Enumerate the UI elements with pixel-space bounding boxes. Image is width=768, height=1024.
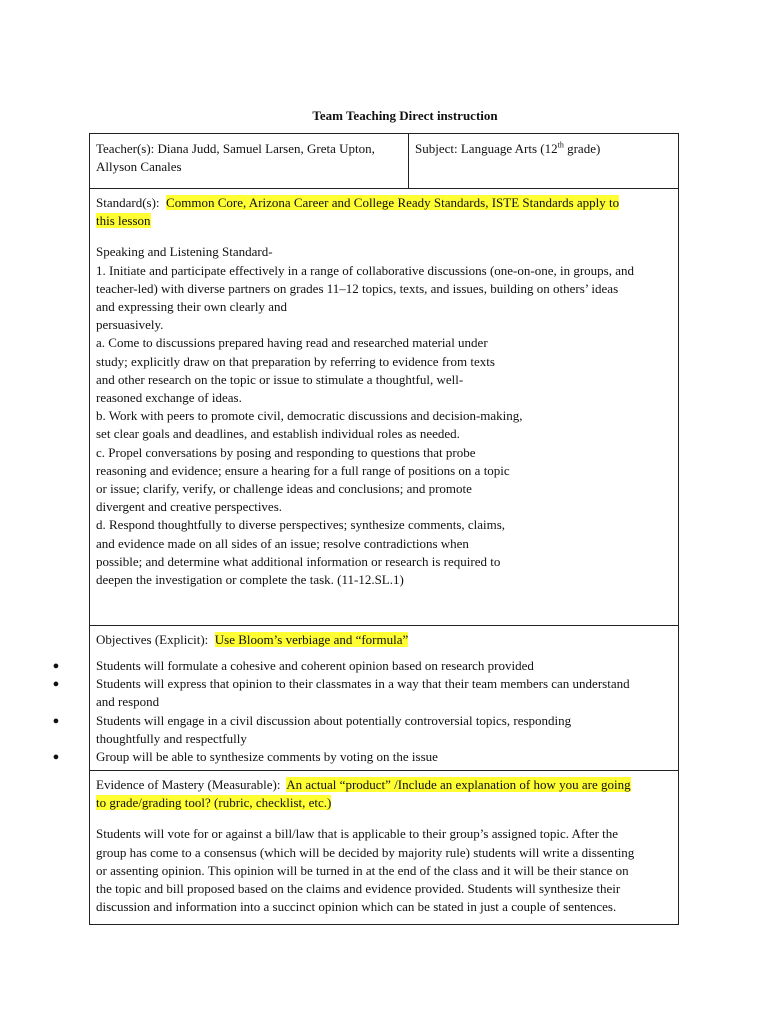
- objective-item: [52, 748, 690, 766]
- standards-note-line1: Common Core, Arizona Career and College Ready Standards, ISTE Standards apply to: [166, 195, 620, 210]
- objectives-label: Objectives (Explicit):: [96, 632, 209, 647]
- evidence-note-line2: to grade/grading tool? (rubric, checklist, etc.): [96, 795, 332, 811]
- objective-text: Students will express that opinion to their classmates in a way that their team members can understand: [96, 676, 630, 692]
- standards-body-line: d. Respond thoughtfully to diverse perspectives; synthesize comments, claims,: [96, 517, 506, 533]
- standards-label: Standard(s):: [96, 195, 160, 210]
- objectives-list: [52, 657, 690, 766]
- standards-body-line: deepen the investigation or complete the task. (11-12.SL.1): [96, 572, 404, 588]
- standards-body-line: persuasively.: [96, 317, 164, 333]
- teacher-subject-row: [90, 134, 678, 189]
- document-title: Team Teaching Direct instruction: [312, 108, 498, 123]
- standards-body-line: possible; and determine what additional information or research is required to: [96, 553, 501, 569]
- teachers-names-line2: Allyson Canales: [96, 159, 182, 175]
- evidence-body-line: the topic and bill proposed based on the claims and evidence provided. Students will synthesize their: [96, 881, 621, 897]
- standards-body: [96, 243, 672, 589]
- evidence-body-line: discussion and information into a succinct opinion which can be stated in just a couple of sentences.: [96, 899, 617, 915]
- objective-item: [52, 657, 690, 675]
- standards-body-line: set clear goals and deadlines, and establish individual roles as needed.: [96, 426, 460, 442]
- standards-note-line2: this lesson: [96, 213, 151, 229]
- objective-item: [52, 675, 690, 711]
- standards-body-line: 1. Initiate and participate effectively in a range of collaborative discussions (one-on-one, in groups, and: [96, 262, 634, 278]
- bullet-icon: ●: [52, 714, 60, 727]
- subject-label: Subject: Language Arts (12: [415, 141, 558, 156]
- objective-text: Students will formulate a cohesive and coherent opinion based on research provided: [96, 658, 534, 673]
- bullet-icon: ●: [52, 660, 60, 672]
- standards-body-line: reasoning and evidence; ensure a hearing for a full range of positions on a topic: [96, 462, 510, 478]
- objective-text-continued: thoughtfully and respectfully: [96, 730, 247, 746]
- subject-superscript: th: [557, 140, 564, 150]
- subject-cell: [409, 134, 678, 188]
- teachers-label: Teacher(s):: [96, 141, 155, 156]
- objectives-row: [52, 626, 678, 771]
- evidence-body: [96, 825, 672, 916]
- objective-text: Students will engage in a civil discussion about potentially controversial topics, responding: [96, 712, 572, 728]
- standards-body-line: and evidence made on all sides of an issue; resolve contradictions when: [96, 535, 469, 551]
- objectives-note: Use Bloom’s verbiage and “formula”: [214, 632, 409, 647]
- standards-body-line: a. Come to discussions prepared having read and researched material under: [96, 335, 488, 351]
- evidence-body-line: Students will vote for or against a bill/law that is applicable to their group’s assigned topic. After the: [96, 826, 619, 842]
- objective-text: Group will be able to synthesize comments by voting on the issue: [96, 749, 438, 765]
- evidence-note-line1: An actual “product” /Include an explanation of how you are going: [286, 777, 631, 792]
- standards-body-line: teacher-led) with diverse partners on grades 11–12 topics, texts, and issues, building on others’ ideas: [96, 280, 619, 296]
- standards-body-line: b. Work with peers to promote civil, democratic discussions and decision-making,: [96, 408, 523, 424]
- standards-body-line: and expressing their own clearly and: [96, 299, 287, 315]
- objective-text-continued: and respond: [96, 694, 160, 710]
- standards-body-line: reasoned exchange of ideas.: [96, 390, 242, 406]
- bullet-icon: ●: [52, 678, 60, 691]
- objective-item: [52, 712, 690, 748]
- evidence-label: Evidence of Mastery (Measurable):: [96, 777, 281, 792]
- evidence-body-line: or assenting opinion. This opinion will be turned in at the end of the class and it will be their stance on: [96, 862, 629, 878]
- lesson-plan-table: [52, 133, 679, 925]
- standards-body-line: c. Propel conversations by posing and responding to questions that probe: [96, 444, 476, 460]
- teachers-cell: [90, 134, 409, 188]
- bullet-icon: ●: [52, 751, 60, 764]
- evidence-row: [90, 771, 678, 924]
- standards-row: [90, 189, 678, 626]
- subject-suffix: grade): [563, 141, 601, 156]
- standards-body-line: divergent and creative perspectives.: [96, 499, 283, 515]
- teachers-names-line1: Diana Judd, Samuel Larsen, Greta Upton,: [157, 141, 375, 156]
- standards-body-line: study; explicitly draw on that preparation by referring to evidence from texts: [96, 353, 495, 369]
- evidence-body-line: group has come to a consensus (which will be decided by majority rule) students will write a dissenting: [96, 844, 635, 860]
- standards-body-line: and other research on the topic or issue to stimulate a thoughtful, well-: [96, 371, 464, 387]
- standards-body-line: or issue; clarify, verify, or challenge ideas and conclusions; and promote: [96, 481, 472, 497]
- standards-body-line: Speaking and Listening Standard-: [96, 244, 273, 260]
